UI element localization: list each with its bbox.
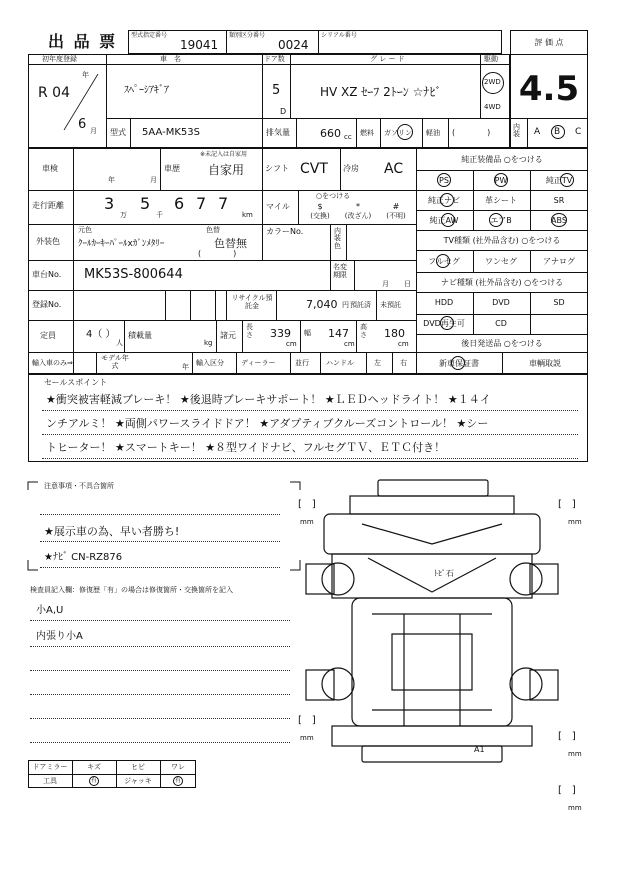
inspection-month-unit: 月	[150, 176, 157, 184]
width-unit: cm	[344, 340, 355, 348]
displacement-unit: cc	[344, 133, 352, 141]
equip-tv-circle	[560, 173, 574, 187]
fuel-other: ( )	[452, 128, 491, 137]
equip-abs-circle	[551, 213, 567, 227]
history-label: 車歴	[164, 164, 180, 173]
equipment-title: 純正装備品 ○をつける	[461, 155, 543, 164]
tire-fl-unit: mm	[300, 518, 314, 526]
equip-aw-circle	[441, 213, 455, 227]
width-label: 幅	[304, 329, 311, 337]
import-parallel: 並行	[295, 359, 309, 367]
history-value: 自家用	[208, 163, 245, 177]
interior-a: A	[534, 127, 541, 137]
mileage-man: 万	[120, 211, 127, 219]
registration-label: 登録No.	[32, 300, 62, 309]
navi-title: ナビ種類 (社外品含む) ○をつける	[440, 278, 564, 287]
model-year-label: モデル年式	[101, 354, 129, 370]
door-count-label: ドア数	[264, 55, 285, 63]
diagram-mark-roof: ﾄﾋﾟ石	[434, 569, 454, 578]
width-value: 147	[328, 327, 349, 340]
equip-ps: PS	[439, 176, 449, 185]
mileage-label: 走行距離	[32, 201, 64, 210]
import-dealer: ディーラー	[241, 359, 276, 367]
legend-jack: ジャッキ	[124, 777, 152, 785]
chassis-number: MK53S-800644	[84, 267, 183, 282]
inspection-label: 車検	[42, 164, 58, 173]
tire-rr-bracket: [ ]	[558, 731, 576, 742]
mileage-km: km	[242, 211, 253, 219]
odo-exchange-sym: $	[317, 202, 323, 211]
inspector-label: 検査員記入欄：修復歴「有」の場合は修復箇所・交換箇所を記入	[30, 586, 233, 594]
legend-mirror: ドアミラー	[32, 763, 68, 771]
tire-fl-bracket: [ ]	[298, 499, 316, 510]
drive-label: 駆動	[484, 55, 498, 63]
transfer-day: 日	[404, 280, 411, 288]
inspector-line-1: 小A,U	[36, 605, 64, 616]
dims-label: 諸元	[220, 331, 236, 340]
handle-label: ハンドル	[326, 359, 354, 367]
later-warranty: 新車保証書	[439, 359, 479, 368]
history-note: ※未記入は自家用	[200, 151, 248, 158]
displacement-label: 排気量	[266, 128, 290, 137]
equip-airbag: エアB	[490, 216, 512, 225]
notes-line-2: ★ﾅﾋﾞ CN-RZ876	[44, 552, 123, 563]
recycle-unpaid: 未預託	[380, 301, 401, 309]
first-reg-year-unit: 年	[82, 71, 89, 79]
mile-label: マイル	[266, 202, 290, 211]
drive-2wd: 2WD	[484, 78, 501, 86]
tv-oneseg: ワンセグ	[485, 257, 517, 266]
legend-tools: 工具	[43, 777, 57, 785]
color-change-label: 色替	[206, 226, 220, 234]
capacity-value: 4（ ）	[86, 329, 116, 340]
length-value: 339	[270, 327, 291, 340]
interior-label: 内装	[513, 123, 520, 138]
serial-number-label: シリアル番号	[321, 32, 357, 39]
equip-pw: PW	[494, 176, 508, 185]
tv-fullseg-circle	[436, 254, 450, 268]
first-reg-month-unit: 月	[90, 127, 97, 135]
car-damage-diagram	[292, 474, 592, 774]
legend-tools-yes: 有	[90, 777, 98, 784]
odo-altered-sym: *	[356, 202, 360, 211]
interior-color-label: 内装色	[334, 227, 341, 250]
page-title: 出 品 票	[48, 32, 118, 51]
tire-rl-unit: mm	[300, 734, 314, 742]
sales-label: セールスポイント	[44, 378, 108, 387]
score-value: 4.5	[518, 69, 580, 109]
later-warranty-circle	[451, 356, 465, 370]
model-code: 5AA-MK53S	[142, 127, 200, 138]
shift-label: シフト	[265, 164, 289, 173]
equip-tv: 純正TV	[545, 176, 573, 185]
interior-c: C	[575, 127, 582, 137]
navi-sd: SD	[553, 298, 565, 307]
score-label: 評 価 点	[534, 38, 564, 47]
import-label: 輸入車のみ⇒	[32, 359, 73, 367]
class-number-label: 類別区分番号	[229, 32, 266, 39]
mileage-d2: 5	[140, 194, 151, 213]
equip-sunroof: SR	[553, 196, 565, 205]
height-label: 高さ	[360, 323, 367, 339]
capacity-unit: 人	[116, 339, 123, 347]
recycle-unit: 円	[342, 301, 349, 309]
type-number-label: 型式指定番号	[131, 32, 168, 39]
navi-hdd: HDD	[434, 298, 454, 307]
fuel-diesel: 軽油	[426, 129, 440, 137]
original-color-label: 元色	[78, 226, 92, 234]
transfer-month: 月	[382, 280, 389, 288]
color-change: 色替無	[214, 237, 247, 250]
legend-break: ワレ	[171, 763, 185, 771]
door-count: 5	[272, 83, 281, 98]
handle-right: 右	[400, 359, 407, 367]
recycle-label: リサイクル預託金	[231, 294, 273, 311]
shift-value: CVT	[300, 161, 328, 177]
displacement: 660	[320, 127, 341, 140]
load-label: 積載量	[128, 331, 152, 340]
mileage-d3: 6	[174, 194, 185, 213]
first-reg-era: R 04	[38, 85, 70, 101]
first-reg-month: 6	[78, 117, 87, 132]
recycle-amount: 7,040	[306, 298, 338, 311]
tv-fullseg: フルセグ	[428, 257, 460, 266]
color-label: 外装色	[36, 237, 60, 246]
equip-airbag-circle	[489, 213, 503, 227]
car-name-label: 車 名	[160, 55, 181, 63]
odo-unknown: (不明)	[386, 212, 406, 220]
cooler-value: AC	[384, 161, 404, 177]
chassis-label: 車台No.	[32, 270, 62, 279]
equip-ps-circle	[437, 173, 451, 187]
sales-line-2: ンチアルミ！ ★両側パワースライドドア！ ★アダプティブクルーズコントロール！ ★シー	[46, 417, 489, 430]
mileage-sen: 千	[156, 211, 163, 219]
tv-title: TV種類 (社外品含む) ○をつける	[443, 236, 561, 245]
legend-jack-yes: 有	[174, 777, 182, 784]
original-color: ｸｰﾙｶｰｷｰﾊﾟｰﾙxｶﾞﾝﾒﾀﾘｰ	[78, 239, 165, 249]
transfer-deadline-label: 名変期限	[333, 263, 347, 279]
navi-dvd-play: DVD再生可	[423, 319, 465, 328]
color-code-label: カラーNo.	[266, 227, 304, 236]
inspection-year-unit: 年	[108, 176, 115, 184]
tire-rr-unit: mm	[568, 750, 582, 758]
import-class-label: 輸入区分	[196, 359, 224, 367]
type-number: 19041	[180, 38, 219, 52]
model-label: 型式	[110, 128, 126, 137]
navi-dvd: DVD	[492, 298, 510, 307]
car-name: ｽﾍﾟｰｼｱｷﾞｱ	[124, 85, 169, 96]
tire-spare-unit: mm	[568, 804, 582, 812]
mileage-d5: 7	[218, 194, 229, 213]
door-type: D	[280, 107, 287, 116]
equip-navi: 純正ナビ	[428, 196, 460, 205]
tire-fr-bracket: [ ]	[558, 499, 576, 510]
fuel-label: 燃料	[360, 129, 374, 137]
equip-pw-circle	[494, 173, 508, 187]
length-unit: cm	[286, 340, 297, 348]
later-title: 後日発送品 ○をつける	[461, 339, 543, 348]
load-unit: kg	[204, 339, 213, 347]
tire-spare-bracket: [ ]	[558, 785, 576, 796]
odo-exchange: (交換)	[310, 212, 330, 220]
interior-b: B	[554, 127, 561, 137]
drive-4wd: 4WD	[484, 103, 501, 111]
recycle-paid: 預託済	[350, 301, 371, 309]
navi-cd: CD	[495, 319, 507, 328]
later-manual: 車輌取説	[529, 359, 561, 368]
tire-rl-bracket: [ ]	[298, 715, 316, 726]
odo-unknown-sym: #	[392, 202, 400, 211]
cooler-label: 冷房	[343, 164, 359, 173]
capacity-label: 定員	[40, 331, 56, 340]
navi-dvd-play-circle	[440, 316, 454, 330]
odo-altered: (改ざん)	[344, 212, 372, 220]
equip-leather: 革シート	[485, 196, 517, 205]
first-reg-label: 初年度登録	[42, 55, 77, 63]
grade-label: グ レ ー ド	[370, 55, 405, 63]
color-change-paren: ( )	[198, 249, 237, 258]
odometer-ring-note: ○をつける	[316, 192, 351, 200]
height-unit: cm	[398, 340, 409, 348]
model-year-unit: 年	[182, 363, 189, 371]
height-value: 180	[384, 327, 405, 340]
fuel-gasoline-circle	[397, 124, 413, 140]
notes-line-1: ★展示車の為、早い者勝ち!	[44, 525, 180, 538]
diagram-mark-rear: A1	[474, 745, 485, 754]
sales-line-3: トヒーター！ ★スマートキー！ ★８型ワイドナビ、フルセグＴＶ、ＥＴＣ付き！	[46, 441, 446, 454]
equip-navi-circle	[440, 193, 454, 207]
notes-label: 注意事項・不具合箇所	[44, 482, 114, 490]
fuel-gasoline: ガソリン	[384, 129, 412, 137]
legend-scratch: キズ	[87, 763, 101, 771]
tire-fr-unit: mm	[568, 518, 582, 526]
tv-analog: アナログ	[543, 257, 575, 266]
handle-left: 左	[374, 359, 381, 367]
grade: HV XZ ｾｰﾌ 2ﾄｰﾝ ☆ﾅﾋﾞ	[320, 85, 442, 99]
legend-crack: ヒビ	[131, 763, 145, 771]
sales-line-1: ★衝突被害軽減ブレーキ！ ★後退時ブレーキサポート！ ★ＬＥＤヘッドライト！ ★１４イ	[46, 393, 491, 406]
equip-aw: 純正AW	[429, 216, 459, 225]
mileage-d4: 7	[196, 194, 207, 213]
class-number: 0024	[278, 38, 309, 52]
inspector-line-2: 内張り小A	[36, 631, 83, 642]
length-label: 長さ	[246, 323, 253, 339]
equip-abs: ABS	[551, 216, 567, 225]
mileage-d1: 3	[104, 194, 115, 213]
